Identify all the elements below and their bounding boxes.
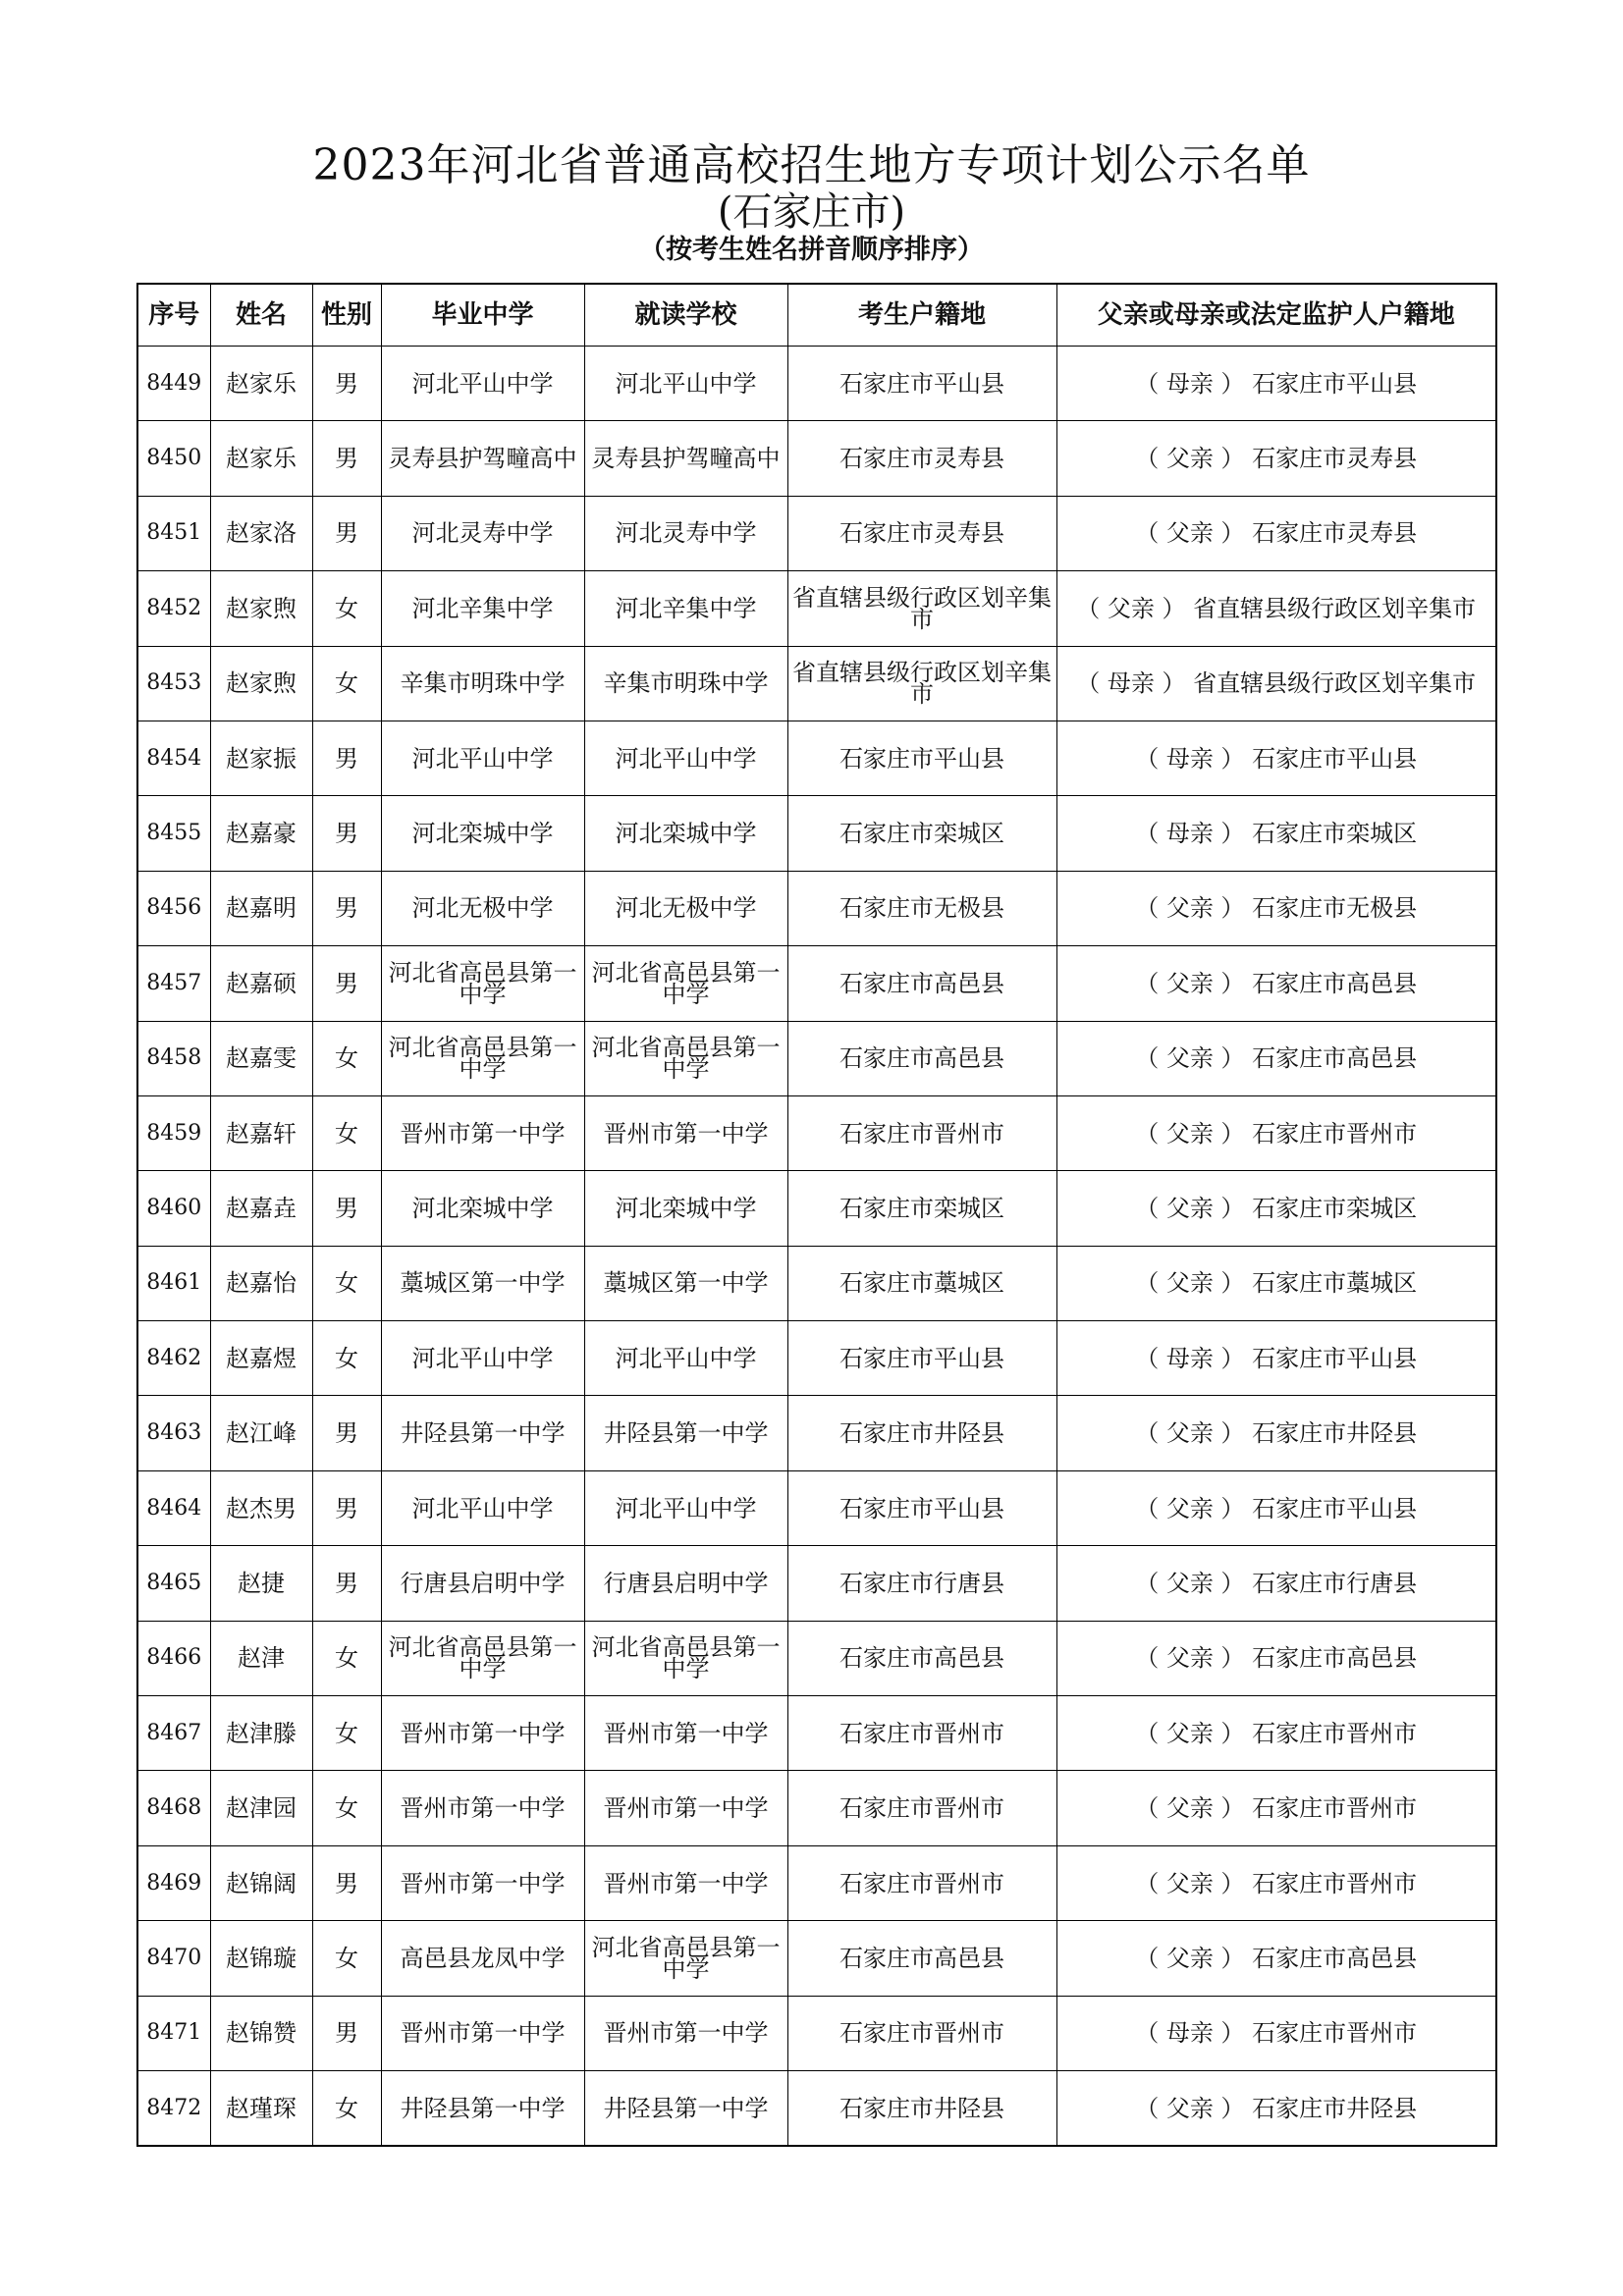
cell-student-hukou: 石家庄市栾城区 xyxy=(787,796,1056,871)
cell-seq: 8467 xyxy=(137,1696,210,1771)
cell-current-school: 井陉县第一中学 xyxy=(584,2070,787,2146)
cell-seq: 8465 xyxy=(137,1546,210,1621)
cell-gender: 男 xyxy=(312,946,381,1021)
cell-name: 赵杰男 xyxy=(210,1470,312,1545)
cell-name: 赵嘉雯 xyxy=(210,1021,312,1095)
cell-name: 赵津园 xyxy=(210,1771,312,1845)
cell-graduation-school: 河北辛集中学 xyxy=(381,571,584,646)
cell-name: 赵锦阔 xyxy=(210,1845,312,1920)
cell-graduation-school: 灵寿县护驾疃高中 xyxy=(381,421,584,496)
cell-student-hukou: 石家庄市藁城区 xyxy=(787,1246,1056,1320)
cell-gender: 女 xyxy=(312,646,381,721)
cell-name: 赵捷 xyxy=(210,1546,312,1621)
cell-student-hukou: 石家庄市栾城区 xyxy=(787,1171,1056,1246)
cell-graduation-school: 河北栾城中学 xyxy=(381,796,584,871)
cell-current-school: 河北平山中学 xyxy=(584,347,787,421)
header-name: 姓名 xyxy=(210,284,312,347)
header-gender: 性别 xyxy=(312,284,381,347)
header-graduation-school: 毕业中学 xyxy=(381,284,584,347)
cell-graduation-school: 藁城区第一中学 xyxy=(381,1246,584,1320)
cell-student-hukou: 石家庄市晋州市 xyxy=(787,1771,1056,1845)
cell-seq: 8451 xyxy=(137,496,210,570)
cell-guardian-hukou: （ 父亲 ） 石家庄市晋州市 xyxy=(1056,1771,1496,1845)
cell-guardian-hukou: （ 父亲 ） 石家庄市井陉县 xyxy=(1056,2070,1496,2146)
cell-student-hukou: 石家庄市平山县 xyxy=(787,347,1056,421)
cell-student-hukou: 石家庄市灵寿县 xyxy=(787,496,1056,570)
table-body xyxy=(137,347,1496,2147)
table-row xyxy=(137,721,1496,795)
cell-name: 赵锦璇 xyxy=(210,1921,312,1996)
cell-guardian-hukou: （ 母亲 ） 石家庄市平山县 xyxy=(1056,1321,1496,1396)
cell-graduation-school: 河北栾城中学 xyxy=(381,1171,584,1246)
cell-guardian-hukou: （ 父亲 ） 石家庄市高邑县 xyxy=(1056,1921,1496,1996)
cell-student-hukou: 石家庄市晋州市 xyxy=(787,1095,1056,1170)
cell-current-school: 行唐县启明中学 xyxy=(584,1546,787,1621)
cell-student-hukou: 石家庄市高邑县 xyxy=(787,1021,1056,1095)
table-row xyxy=(137,1396,1496,1470)
table-row xyxy=(137,1021,1496,1095)
cell-guardian-hukou: （ 父亲 ） 石家庄市高邑县 xyxy=(1056,1021,1496,1095)
cell-guardian-hukou: （ 父亲 ） 石家庄市行唐县 xyxy=(1056,1546,1496,1621)
cell-graduation-school: 晋州市第一中学 xyxy=(381,1845,584,1920)
cell-student-hukou: 石家庄市井陉县 xyxy=(787,1396,1056,1470)
cell-name: 赵嘉煜 xyxy=(210,1321,312,1396)
cell-guardian-hukou: （ 父亲 ） 石家庄市晋州市 xyxy=(1056,1095,1496,1170)
cell-current-school: 晋州市第一中学 xyxy=(584,1845,787,1920)
cell-seq: 8459 xyxy=(137,1095,210,1170)
cell-current-school: 河北省高邑县第一中学 xyxy=(584,1621,787,1695)
table-row xyxy=(137,1246,1496,1320)
cell-name: 赵嘉垚 xyxy=(210,1171,312,1246)
cell-seq: 8461 xyxy=(137,1246,210,1320)
cell-graduation-school: 井陉县第一中学 xyxy=(381,2070,584,2146)
cell-name: 赵嘉明 xyxy=(210,871,312,945)
cell-student-hukou: 石家庄市井陉县 xyxy=(787,2070,1056,2146)
table-row xyxy=(137,2070,1496,2146)
cell-graduation-school: 河北灵寿中学 xyxy=(381,496,584,570)
cell-guardian-hukou: （ 父亲 ） 石家庄市栾城区 xyxy=(1056,1171,1496,1246)
cell-current-school: 河北省高邑县第一中学 xyxy=(584,946,787,1021)
cell-gender: 女 xyxy=(312,2070,381,2146)
cell-seq: 8469 xyxy=(137,1845,210,1920)
table-row xyxy=(137,796,1496,871)
table-row xyxy=(137,1171,1496,1246)
cell-graduation-school: 河北平山中学 xyxy=(381,1470,584,1545)
cell-guardian-hukou: （ 父亲 ） 石家庄市晋州市 xyxy=(1056,1845,1496,1920)
cell-gender: 男 xyxy=(312,347,381,421)
cell-gender: 女 xyxy=(312,1921,381,1996)
cell-current-school: 河北灵寿中学 xyxy=(584,496,787,570)
cell-seq: 8464 xyxy=(137,1470,210,1545)
cell-name: 赵瑾琛 xyxy=(210,2070,312,2146)
cell-gender: 男 xyxy=(312,1845,381,1920)
cell-guardian-hukou: （ 母亲 ） 石家庄市栾城区 xyxy=(1056,796,1496,871)
table-row xyxy=(137,1921,1496,1996)
cell-student-hukou: 石家庄市晋州市 xyxy=(787,1996,1056,2070)
cell-gender: 女 xyxy=(312,571,381,646)
cell-graduation-school: 井陉县第一中学 xyxy=(381,1396,584,1470)
cell-seq: 8471 xyxy=(137,1996,210,2070)
cell-gender: 女 xyxy=(312,1621,381,1695)
cell-name: 赵嘉怡 xyxy=(210,1246,312,1320)
cell-name: 赵嘉硕 xyxy=(210,946,312,1021)
cell-name: 赵家洛 xyxy=(210,496,312,570)
table-row xyxy=(137,1095,1496,1170)
cell-gender: 男 xyxy=(312,496,381,570)
table-row xyxy=(137,496,1496,570)
cell-current-school: 井陉县第一中学 xyxy=(584,1396,787,1470)
cell-student-hukou: 省直辖县级行政区划辛集市 xyxy=(787,646,1056,721)
table-row xyxy=(137,1621,1496,1695)
cell-seq: 8452 xyxy=(137,571,210,646)
cell-gender: 男 xyxy=(312,1171,381,1246)
cell-current-school: 晋州市第一中学 xyxy=(584,1095,787,1170)
cell-guardian-hukou: （ 父亲 ） 石家庄市高邑县 xyxy=(1056,946,1496,1021)
cell-gender: 男 xyxy=(312,1996,381,2070)
cell-seq: 8470 xyxy=(137,1921,210,1996)
cell-graduation-school: 河北平山中学 xyxy=(381,347,584,421)
table-row xyxy=(137,1996,1496,2070)
cell-graduation-school: 河北省高邑县第一中学 xyxy=(381,1021,584,1095)
cell-seq: 8458 xyxy=(137,1021,210,1095)
cell-gender: 男 xyxy=(312,871,381,945)
table-row xyxy=(137,1696,1496,1771)
cell-gender: 男 xyxy=(312,796,381,871)
cell-guardian-hukou: （ 母亲 ） 石家庄市平山县 xyxy=(1056,721,1496,795)
table-row xyxy=(137,1546,1496,1621)
cell-seq: 8455 xyxy=(137,796,210,871)
cell-current-school: 河北省高邑县第一中学 xyxy=(584,1921,787,1996)
header-student-hukou: 考生户籍地 xyxy=(787,284,1056,347)
cell-graduation-school: 河北省高邑县第一中学 xyxy=(381,946,584,1021)
cell-guardian-hukou: （ 父亲 ） 石家庄市平山县 xyxy=(1056,1470,1496,1545)
cell-graduation-school: 河北平山中学 xyxy=(381,1321,584,1396)
cell-current-school: 河北平山中学 xyxy=(584,1321,787,1396)
cell-graduation-school: 河北无极中学 xyxy=(381,871,584,945)
cell-gender: 男 xyxy=(312,1470,381,1545)
cell-seq: 8462 xyxy=(137,1321,210,1396)
cell-student-hukou: 石家庄市平山县 xyxy=(787,1470,1056,1545)
cell-seq: 8457 xyxy=(137,946,210,1021)
cell-guardian-hukou: （ 父亲 ） 石家庄市高邑县 xyxy=(1056,1621,1496,1695)
cell-current-school: 河北辛集中学 xyxy=(584,571,787,646)
sort-note: （按考生姓名拼音顺序排序） xyxy=(639,235,984,265)
cell-guardian-hukou: （ 父亲 ） 省直辖县级行政区划辛集市 xyxy=(1056,571,1496,646)
cell-graduation-school: 晋州市第一中学 xyxy=(381,1996,584,2070)
cell-gender: 女 xyxy=(312,1095,381,1170)
cell-name: 赵嘉轩 xyxy=(210,1095,312,1170)
cell-student-hukou: 石家庄市晋州市 xyxy=(787,1845,1056,1920)
cell-current-school: 晋州市第一中学 xyxy=(584,1696,787,1771)
cell-seq: 8456 xyxy=(137,871,210,945)
cell-current-school: 河北栾城中学 xyxy=(584,796,787,871)
cell-seq: 8468 xyxy=(137,1771,210,1845)
table-row xyxy=(137,946,1496,1021)
cell-seq: 8449 xyxy=(137,347,210,421)
header-guardian-hukou: 父亲或母亲或法定监护人户籍地 xyxy=(1056,284,1496,347)
document-title: 2023年河北省普通高校招生地方专项计划公示名单 xyxy=(312,140,1311,190)
cell-current-school: 河北栾城中学 xyxy=(584,1171,787,1246)
cell-graduation-school: 高邑县龙凤中学 xyxy=(381,1921,584,1996)
cell-name: 赵家振 xyxy=(210,721,312,795)
cell-seq: 8450 xyxy=(137,421,210,496)
cell-seq: 8453 xyxy=(137,646,210,721)
cell-student-hukou: 石家庄市高邑县 xyxy=(787,1921,1056,1996)
cell-name: 赵家煦 xyxy=(210,646,312,721)
cell-name: 赵江峰 xyxy=(210,1396,312,1470)
cell-current-school: 河北平山中学 xyxy=(584,1470,787,1545)
cell-seq: 8460 xyxy=(137,1171,210,1246)
cell-gender: 男 xyxy=(312,721,381,795)
cell-seq: 8472 xyxy=(137,2070,210,2146)
table-row xyxy=(137,871,1496,945)
cell-guardian-hukou: （ 父亲 ） 石家庄市井陉县 xyxy=(1056,1396,1496,1470)
cell-student-hukou: 省直辖县级行政区划辛集市 xyxy=(787,571,1056,646)
table-row xyxy=(137,347,1496,421)
cell-gender: 男 xyxy=(312,1546,381,1621)
cell-graduation-school: 行唐县启明中学 xyxy=(381,1546,584,1621)
cell-graduation-school: 晋州市第一中学 xyxy=(381,1696,584,1771)
cell-gender: 女 xyxy=(312,1321,381,1396)
cell-gender: 男 xyxy=(312,421,381,496)
table-row xyxy=(137,646,1496,721)
cell-current-school: 藁城区第一中学 xyxy=(584,1246,787,1320)
cell-student-hukou: 石家庄市高邑县 xyxy=(787,946,1056,1021)
cell-name: 赵津 xyxy=(210,1621,312,1695)
cell-gender: 女 xyxy=(312,1696,381,1771)
cell-guardian-hukou: （ 母亲 ） 石家庄市平山县 xyxy=(1056,347,1496,421)
cell-graduation-school: 晋州市第一中学 xyxy=(381,1771,584,1845)
cell-seq: 8454 xyxy=(137,721,210,795)
table-row xyxy=(137,571,1496,646)
cell-graduation-school: 河北省高邑县第一中学 xyxy=(381,1621,584,1695)
cell-guardian-hukou: （ 父亲 ） 石家庄市藁城区 xyxy=(1056,1246,1496,1320)
cell-student-hukou: 石家庄市无极县 xyxy=(787,871,1056,945)
cell-guardian-hukou: （ 父亲 ） 石家庄市灵寿县 xyxy=(1056,496,1496,570)
table-row xyxy=(137,1470,1496,1545)
table-row xyxy=(137,421,1496,496)
cell-gender: 女 xyxy=(312,1771,381,1845)
cell-current-school: 灵寿县护驾疃高中 xyxy=(584,421,787,496)
document-subtitle: (石家庄市) xyxy=(717,189,906,235)
cell-name: 赵家乐 xyxy=(210,421,312,496)
cell-guardian-hukou: （ 母亲 ） 石家庄市晋州市 xyxy=(1056,1996,1496,2070)
cell-guardian-hukou: （ 父亲 ） 石家庄市晋州市 xyxy=(1056,1696,1496,1771)
cell-current-school: 河北省高邑县第一中学 xyxy=(584,1021,787,1095)
cell-gender: 女 xyxy=(312,1246,381,1320)
table-header-row xyxy=(137,284,1496,347)
cell-student-hukou: 石家庄市行唐县 xyxy=(787,1546,1056,1621)
cell-student-hukou: 石家庄市高邑县 xyxy=(787,1621,1056,1695)
cell-guardian-hukou: （ 父亲 ） 石家庄市灵寿县 xyxy=(1056,421,1496,496)
cell-gender: 女 xyxy=(312,1021,381,1095)
cell-name: 赵嘉豪 xyxy=(210,796,312,871)
cell-name: 赵锦赞 xyxy=(210,1996,312,2070)
cell-student-hukou: 石家庄市平山县 xyxy=(787,1321,1056,1396)
cell-seq: 8463 xyxy=(137,1396,210,1470)
cell-current-school: 晋州市第一中学 xyxy=(584,1771,787,1845)
cell-name: 赵津滕 xyxy=(210,1696,312,1771)
header-seq: 序号 xyxy=(137,284,210,347)
cell-current-school: 晋州市第一中学 xyxy=(584,1996,787,2070)
roster-table xyxy=(136,283,1497,2147)
cell-student-hukou: 石家庄市平山县 xyxy=(787,721,1056,795)
cell-gender: 男 xyxy=(312,1396,381,1470)
cell-current-school: 辛集市明珠中学 xyxy=(584,646,787,721)
cell-guardian-hukou: （ 父亲 ） 石家庄市无极县 xyxy=(1056,871,1496,945)
cell-graduation-school: 辛集市明珠中学 xyxy=(381,646,584,721)
cell-current-school: 河北无极中学 xyxy=(584,871,787,945)
cell-graduation-school: 晋州市第一中学 xyxy=(381,1095,584,1170)
cell-guardian-hukou: （ 母亲 ） 省直辖县级行政区划辛集市 xyxy=(1056,646,1496,721)
table-row xyxy=(137,1771,1496,1845)
cell-seq: 8466 xyxy=(137,1621,210,1695)
cell-student-hukou: 石家庄市灵寿县 xyxy=(787,421,1056,496)
cell-current-school: 河北平山中学 xyxy=(584,721,787,795)
header-current-school: 就读学校 xyxy=(584,284,787,347)
cell-name: 赵家乐 xyxy=(210,347,312,421)
table-row xyxy=(137,1321,1496,1396)
table-row xyxy=(137,1845,1496,1920)
cell-student-hukou: 石家庄市晋州市 xyxy=(787,1696,1056,1771)
cell-name: 赵家煦 xyxy=(210,571,312,646)
cell-graduation-school: 河北平山中学 xyxy=(381,721,584,795)
